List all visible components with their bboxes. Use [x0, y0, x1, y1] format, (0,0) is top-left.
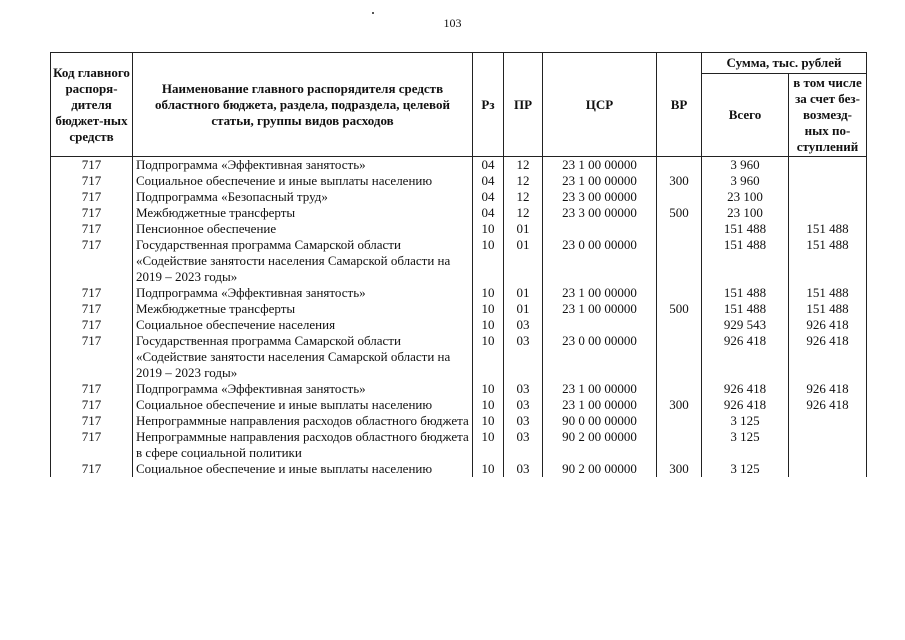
cell-code: 717	[51, 413, 133, 429]
cell-csr: 90 0 00 00000	[543, 413, 657, 429]
cell-vr	[657, 237, 702, 285]
cell-pr: 01	[504, 301, 543, 317]
cell-name: Межбюджетные трансферты	[133, 301, 473, 317]
cell-pr: 12	[504, 189, 543, 205]
table-row	[51, 173, 867, 189]
cell-pr: 03	[504, 461, 543, 477]
cell-code: 717	[51, 397, 133, 413]
cell-code: 717	[51, 381, 133, 397]
cell-code: 717	[51, 285, 133, 301]
header-csr: ЦСР	[543, 53, 657, 157]
cell-rz: 10	[473, 301, 504, 317]
header-name: Наименование главного распорядителя средств областного бюджета, раздела, подраздела, целевой статьи, группы видов расходов	[133, 53, 473, 157]
cell-total: 929 543	[702, 317, 789, 333]
cell-code: 717	[51, 173, 133, 189]
cell-vr: 300	[657, 461, 702, 477]
cell-total: 151 488	[702, 285, 789, 301]
cell-code: 717	[51, 461, 133, 477]
cell-csr	[543, 317, 657, 333]
cell-grant	[789, 429, 867, 461]
cell-code: 717	[51, 237, 133, 285]
cell-pr: 01	[504, 237, 543, 285]
cell-total: 926 418	[702, 381, 789, 397]
cell-grant	[789, 413, 867, 429]
cell-name: Подпрограмма «Эффективная занятость»	[133, 381, 473, 397]
cell-rz: 10	[473, 317, 504, 333]
cell-name: Подпрограмма «Эффективная занятость»	[133, 285, 473, 301]
header-rz: Рз	[473, 53, 504, 157]
cell-total: 3 125	[702, 413, 789, 429]
table-row	[51, 205, 867, 221]
cell-code: 717	[51, 317, 133, 333]
cell-rz: 10	[473, 413, 504, 429]
table-row	[51, 413, 867, 429]
cell-grant: 926 418	[789, 317, 867, 333]
cell-name: Социальное обеспечение и иные выплаты населению	[133, 173, 473, 189]
cell-vr: 300	[657, 397, 702, 413]
cell-csr: 23 3 00 00000	[543, 205, 657, 221]
cell-csr: 23 1 00 00000	[543, 173, 657, 189]
cell-pr: 01	[504, 285, 543, 301]
cell-total: 3 960	[702, 157, 789, 174]
cell-name: Непрограммные направления расходов областного бюджета	[133, 413, 473, 429]
cell-grant: 151 488	[789, 285, 867, 301]
cell-grant: 926 418	[789, 381, 867, 397]
cell-rz: 10	[473, 397, 504, 413]
cell-grant	[789, 189, 867, 205]
cell-grant: 926 418	[789, 397, 867, 413]
cell-csr: 23 1 00 00000	[543, 301, 657, 317]
cell-pr: 03	[504, 333, 543, 381]
cell-total: 3 125	[702, 429, 789, 461]
table-row	[51, 397, 867, 413]
cell-grant	[789, 461, 867, 477]
cell-total: 151 488	[702, 301, 789, 317]
cell-total: 23 100	[702, 189, 789, 205]
cell-grant: 151 488	[789, 301, 867, 317]
header-sum: Сумма, тыс. рублей	[702, 53, 867, 74]
cell-code: 717	[51, 189, 133, 205]
cell-pr: 12	[504, 205, 543, 221]
cell-vr	[657, 157, 702, 174]
table-row	[51, 221, 867, 237]
cell-grant	[789, 205, 867, 221]
page-number: 103	[443, 16, 462, 30]
table-row	[51, 301, 867, 317]
cell-code: 717	[51, 301, 133, 317]
cell-pr: 03	[504, 317, 543, 333]
cell-csr: 23 1 00 00000	[543, 381, 657, 397]
table-row	[51, 189, 867, 205]
cell-rz: 10	[473, 285, 504, 301]
header-total: Всего	[702, 74, 789, 157]
cell-csr: 90 2 00 00000	[543, 429, 657, 461]
cell-pr: 12	[504, 173, 543, 189]
cell-name: Подпрограмма «Безопасный труд»	[133, 189, 473, 205]
cell-code: 717	[51, 205, 133, 221]
table-row	[51, 429, 867, 461]
cell-csr: 23 0 00 00000	[543, 237, 657, 285]
cell-grant	[789, 173, 867, 189]
header-vr: ВР	[657, 53, 702, 157]
cell-vr	[657, 189, 702, 205]
cell-name: Государственная программа Самарской области «Содействие занятости населения Самарской области на 2019 – 2023 годы»	[133, 333, 473, 381]
cell-pr: 03	[504, 397, 543, 413]
cell-grant: 151 488	[789, 221, 867, 237]
cell-total: 151 488	[702, 221, 789, 237]
cell-name: Социальное обеспечение и иные выплаты населению	[133, 397, 473, 413]
cell-csr: 23 0 00 00000	[543, 333, 657, 381]
cell-vr	[657, 317, 702, 333]
cell-rz: 10	[473, 381, 504, 397]
cell-vr: 500	[657, 205, 702, 221]
cell-csr: 23 1 00 00000	[543, 397, 657, 413]
cell-vr: 500	[657, 301, 702, 317]
cell-grant	[789, 157, 867, 174]
table-row	[51, 237, 867, 285]
table-row	[51, 157, 867, 174]
cell-csr	[543, 221, 657, 237]
cell-name: Подпрограмма «Эффективная занятость»	[133, 157, 473, 174]
cell-grant: 151 488	[789, 237, 867, 285]
cell-name: Непрограммные направления расходов областного бюджета в сфере социальной политики	[133, 429, 473, 461]
cell-pr: 03	[504, 413, 543, 429]
cell-vr	[657, 381, 702, 397]
header-code: Код главного распоря-дителя бюджет-ных средств	[51, 53, 133, 157]
cell-total: 926 418	[702, 397, 789, 413]
table-row	[51, 381, 867, 397]
table-row	[51, 461, 867, 477]
cell-grant: 926 418	[789, 333, 867, 381]
cell-pr: 03	[504, 381, 543, 397]
cell-csr: 23 1 00 00000	[543, 285, 657, 301]
cell-vr	[657, 221, 702, 237]
table-body	[51, 157, 867, 478]
cell-csr: 23 3 00 00000	[543, 189, 657, 205]
cell-name: Социальное обеспечение населения	[133, 317, 473, 333]
cell-vr	[657, 285, 702, 301]
cell-name: Межбюджетные трансферты	[133, 205, 473, 221]
cell-code: 717	[51, 333, 133, 381]
cell-rz: 04	[473, 189, 504, 205]
cell-rz: 10	[473, 429, 504, 461]
cell-code: 717	[51, 429, 133, 461]
cell-rz: 10	[473, 237, 504, 285]
scan-speck	[372, 12, 374, 14]
cell-pr: 12	[504, 157, 543, 174]
cell-csr: 23 1 00 00000	[543, 157, 657, 174]
cell-total: 926 418	[702, 333, 789, 381]
table-row	[51, 317, 867, 333]
cell-pr: 01	[504, 221, 543, 237]
cell-total: 3 960	[702, 173, 789, 189]
table-row	[51, 333, 867, 381]
budget-table	[50, 52, 867, 477]
cell-rz: 04	[473, 157, 504, 174]
cell-vr: 300	[657, 173, 702, 189]
header-pr: ПР	[504, 53, 543, 157]
cell-name: Социальное обеспечение и иные выплаты населению	[133, 461, 473, 477]
cell-vr	[657, 333, 702, 381]
cell-vr	[657, 429, 702, 461]
cell-total: 3 125	[702, 461, 789, 477]
cell-code: 717	[51, 157, 133, 174]
table-row	[51, 285, 867, 301]
cell-rz: 10	[473, 461, 504, 477]
cell-total: 23 100	[702, 205, 789, 221]
cell-pr: 03	[504, 429, 543, 461]
cell-name: Пенсионное обеспечение	[133, 221, 473, 237]
cell-rz: 04	[473, 205, 504, 221]
cell-rz: 10	[473, 333, 504, 381]
cell-vr	[657, 413, 702, 429]
cell-code: 717	[51, 221, 133, 237]
cell-rz: 10	[473, 221, 504, 237]
cell-name: Государственная программа Самарской области «Содействие занятости населения Самарской области на 2019 – 2023 годы»	[133, 237, 473, 285]
header-grant: в том числе за счет без-возмезд-ных по-ступлений	[789, 74, 867, 157]
cell-total: 151 488	[702, 237, 789, 285]
cell-csr: 90 2 00 00000	[543, 461, 657, 477]
cell-rz: 04	[473, 173, 504, 189]
